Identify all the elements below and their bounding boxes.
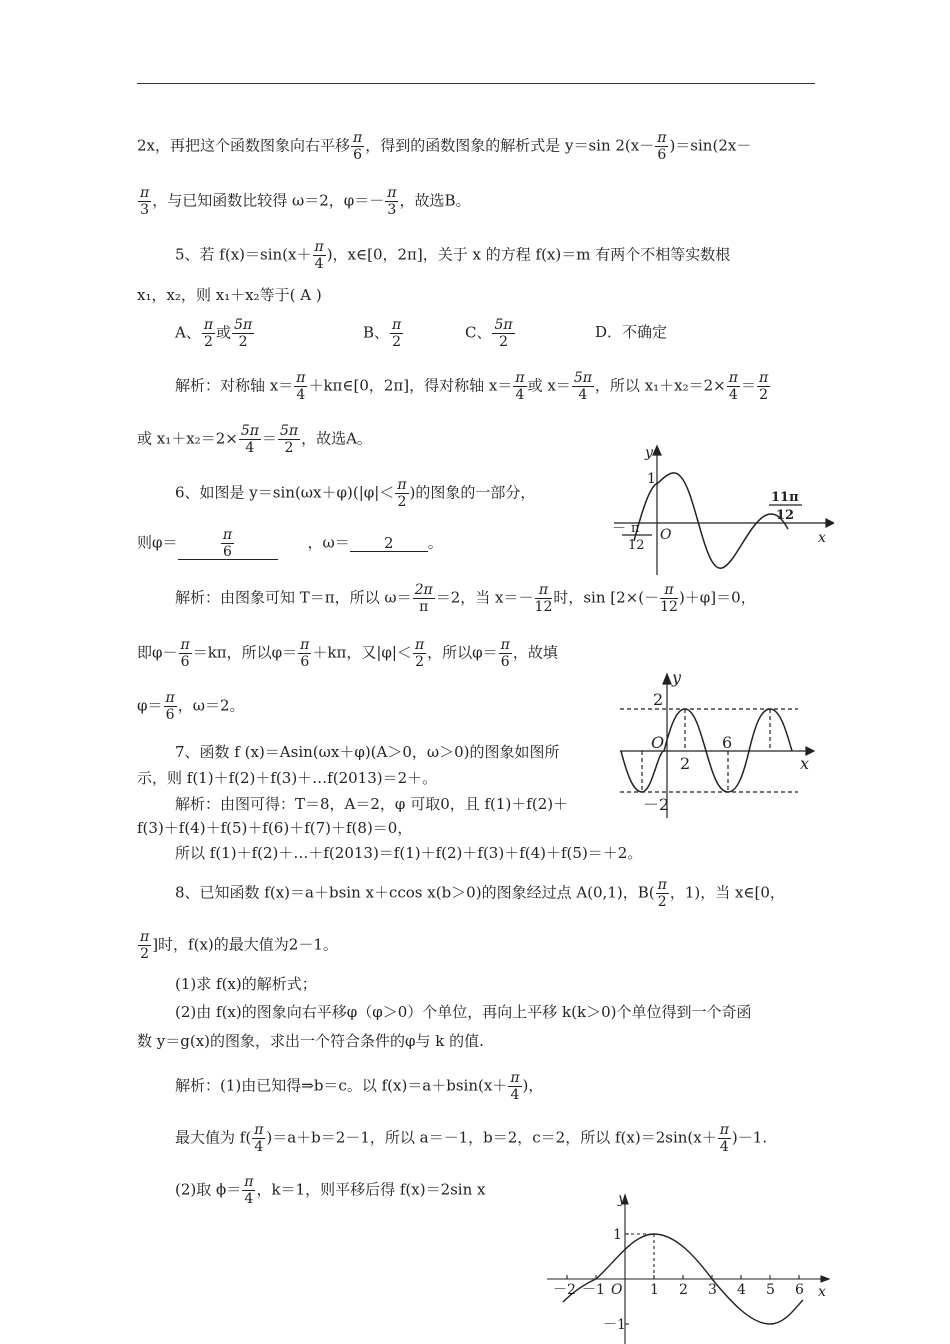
tick-label-4: 4	[737, 1282, 746, 1298]
text: φ＝	[137, 696, 163, 715]
y-axis-arrow	[663, 674, 671, 684]
text: )的图象的一部分，	[409, 483, 536, 502]
tick-label-5: 5	[766, 1282, 775, 1298]
q8-part-2: (2)由 f(x)的图象向右平移φ（φ＞0）个单位，再向上平移 k(k＞0)个单位得到一个奇函	[175, 1003, 752, 1021]
text	[413, 638, 426, 669]
twelve-label-1: 12	[628, 538, 645, 553]
tick-label-6: 6	[795, 1282, 804, 1298]
q5-solution-1	[175, 371, 771, 402]
x-axis-arrow	[821, 1276, 829, 1282]
fraction	[351, 131, 364, 162]
text: 2x，再把这个函数图象向右平移	[137, 136, 351, 155]
text: ＋kπ，又|φ|＜	[312, 643, 412, 662]
tick-6-x: 6	[722, 733, 733, 752]
text	[660, 583, 678, 614]
text	[499, 638, 512, 669]
q8-solution-1	[175, 1071, 543, 1102]
q7-solution-2: f(3)＋f(4)＋f(5)＋f(6)＋f(7)＋f(8)＝0，	[137, 819, 413, 837]
numerator: π	[397, 477, 407, 493]
denominator: 3	[140, 202, 150, 218]
denominator: 2	[415, 654, 424, 670]
denominator: 2	[203, 334, 213, 350]
numerator: 5π	[279, 423, 299, 439]
text: 时，sin [2×(－	[553, 588, 660, 607]
denominator: 6	[500, 654, 510, 670]
denominator: 2	[140, 946, 150, 962]
text: ＝2，当 x＝－	[435, 588, 534, 607]
p4-line-1	[137, 131, 751, 162]
q6-line-2	[137, 528, 443, 560]
numerator: π	[203, 317, 214, 333]
text	[390, 318, 403, 349]
y-label: y	[672, 668, 682, 687]
q7-solution-1: 解析：由图可得：T＝8，A＝2，φ 可取0，且 f(1)＋f(2)＋	[175, 795, 569, 813]
fraction	[313, 240, 326, 271]
text	[138, 930, 151, 961]
q7-line-1: 7、函数 f (x)＝Asin(ωx＋φ)(A＞0，ω＞0)的图象如图所	[175, 743, 560, 761]
text	[221, 528, 234, 559]
q8-line-2	[137, 930, 338, 961]
q5-line-1	[175, 240, 730, 271]
text: ，k＝1，则平移后得 f(x)＝2sin x	[256, 1180, 486, 1199]
numerator: 5π	[234, 317, 253, 333]
text: 5、若 f(x)＝sin(x＋	[175, 245, 312, 264]
tick-1: 1	[647, 471, 656, 487]
q6-solution-3	[137, 691, 245, 722]
text: ，故选B。	[399, 191, 471, 210]
text: ，与已知函数比较得 ω＝2，φ＝－	[152, 191, 385, 210]
text	[202, 318, 215, 349]
answer-omega: 2	[350, 536, 428, 552]
text: ，所以φ＝	[427, 643, 498, 662]
text	[395, 478, 408, 509]
origin-label: O	[611, 1282, 623, 1298]
text	[508, 1071, 521, 1102]
text: 即φ－	[137, 643, 178, 662]
numerator: π	[387, 185, 397, 201]
numerator: π	[353, 130, 363, 146]
tick-label-y1: 1	[613, 1227, 622, 1243]
x-axis-arrow	[826, 519, 834, 527]
q8-part-1: (1)求 f(x)的解析式；	[175, 975, 317, 993]
text: 或 x₁＋x₂＝2×	[137, 429, 238, 448]
q5-solution-2	[137, 424, 372, 455]
twelve-label-2: 12	[776, 508, 795, 523]
numerator: π	[515, 370, 525, 386]
text	[757, 371, 770, 402]
denominator: 6	[657, 147, 667, 163]
q7-solution-3: 所以 f(1)＋f(2)＋…＋f(2013)＝f(1)＋f(2)＋f(3)＋f(4)＋f(5)＝＋2。	[175, 844, 643, 862]
denominator: 2	[759, 387, 769, 403]
text: )，	[522, 1076, 544, 1095]
q8-solution-3	[175, 1175, 486, 1206]
text: ，所以 x₁＋x₂＝2×	[594, 376, 726, 395]
denominator: 4	[245, 440, 255, 456]
eleven-pi-label: 11π	[771, 490, 799, 505]
text: 解析：对称轴 x＝	[175, 376, 294, 395]
text: )，x∈[0，2π]，关于 x 的方程 f(x)＝m 有两个不相等实数根	[326, 245, 731, 264]
text: ＋kπ∈[0，2π]，得对称轴 x＝	[308, 376, 513, 395]
numerator: π	[657, 877, 667, 893]
text: ，1)，当 x∈[0，	[669, 883, 785, 902]
denominator: 2	[238, 334, 248, 350]
text	[232, 318, 254, 349]
tick-label-3: 3	[708, 1282, 717, 1298]
q6-solution-2	[137, 638, 558, 669]
denominator: 4	[314, 256, 324, 272]
text: ]时，f(x)的最大值为2－1。	[152, 935, 338, 954]
text: )＋φ]＝0，	[678, 588, 756, 607]
tick-label-m2: －2	[553, 1282, 576, 1298]
text: 6、如图是 y＝sin(ωx＋φ)(|φ|＜	[175, 483, 395, 502]
y-label: y	[645, 445, 653, 461]
text: A、	[175, 323, 201, 342]
denominator: 2	[657, 894, 667, 910]
origin-label: O	[651, 733, 665, 752]
text	[278, 424, 300, 455]
denominator: 4	[510, 1087, 520, 1103]
numerator: π	[222, 527, 233, 543]
numerator: π	[510, 1070, 520, 1086]
numerator: π	[254, 1122, 264, 1138]
text: 或 x＝	[527, 376, 571, 395]
denominator: 4	[296, 387, 306, 403]
denominator: 3	[387, 202, 397, 218]
x-label: x	[818, 530, 826, 546]
numerator: π	[244, 1174, 254, 1190]
q7-line-2: 示，则 f(1)＋f(2)＋f(3)＋…f(2013)＝2＋。	[137, 769, 438, 787]
denominator: 4	[719, 1139, 729, 1155]
numerator: π	[140, 929, 150, 945]
graph-q8	[545, 1190, 835, 1344]
q8-line-1	[175, 878, 785, 909]
text: )－1.	[731, 1128, 768, 1147]
numerator: π	[728, 370, 738, 386]
text: ，ω＝	[307, 533, 350, 552]
numerator: π	[314, 239, 324, 255]
text: ＝kπ，所以φ＝	[192, 643, 298, 662]
origin-label: O	[660, 527, 672, 543]
text	[164, 691, 177, 722]
text	[413, 583, 435, 614]
q8-solution-2	[175, 1123, 767, 1154]
text: ，得到的函数图象的解析式是 y＝sin 2(x－	[365, 136, 655, 155]
denominator: 6	[353, 147, 363, 163]
text: )＝a＋b＝2－1，所以 a＝－1，b＝2，c＝2，所以 f(x)＝2sin(x＋	[266, 1128, 717, 1147]
numerator: 2π	[414, 582, 433, 598]
text	[294, 371, 307, 402]
numerator: π	[300, 637, 310, 653]
numerator: 5π	[494, 317, 513, 333]
numerator: π	[660, 583, 678, 599]
tick-2-y: 2	[653, 690, 664, 709]
p4-line-2	[137, 186, 471, 217]
y-axis-arrow	[653, 446, 661, 455]
numerator: π	[414, 637, 425, 653]
text	[179, 638, 192, 669]
numerator: π	[180, 637, 190, 653]
denominator: 2	[499, 334, 508, 350]
y-label: y	[618, 1191, 626, 1207]
denominator: 4	[578, 387, 588, 403]
text	[656, 878, 669, 909]
tick-2-x: 2	[680, 754, 691, 773]
numerator: π	[758, 370, 769, 386]
text: ，ω＝2。	[177, 696, 245, 715]
text	[298, 638, 311, 669]
q6-solution-1	[175, 583, 756, 614]
q5-option-d: D．不确定	[595, 323, 668, 341]
text	[727, 371, 740, 402]
text: 则φ＝	[137, 533, 178, 552]
denominator: 12	[534, 599, 553, 615]
neg-sign: －	[612, 521, 626, 537]
denominator: 4	[515, 387, 525, 403]
fraction	[138, 186, 151, 217]
text: ，故选A。	[301, 429, 372, 448]
text: 最大值为 f(	[175, 1128, 252, 1147]
neg-pi-label: π	[631, 521, 640, 536]
graph-q6	[612, 443, 834, 578]
x-label: x	[800, 754, 810, 773]
text: ，故填	[512, 643, 558, 662]
text	[718, 1123, 731, 1154]
tick-label-1: 1	[650, 1282, 659, 1298]
tick-neg2-y: －2	[643, 795, 670, 814]
text	[242, 1175, 255, 1206]
text	[178, 528, 278, 560]
numerator: π	[500, 637, 510, 653]
text: 8、已知函数 f(x)＝a＋bsin x＋ccos x(b＞0)的图象经过点 A(0,1)，B(	[175, 883, 655, 902]
text: )＝sin(2x－	[669, 136, 752, 155]
denominator: 2	[397, 494, 407, 510]
numerator: π	[296, 370, 306, 386]
text: C、	[465, 323, 492, 342]
graph-q7	[618, 668, 818, 820]
x-label: x	[818, 1284, 826, 1300]
q5-option-b	[363, 318, 404, 349]
tick-label-ym1: －1	[603, 1317, 626, 1333]
fraction	[655, 131, 668, 162]
tick-label-2: 2	[679, 1282, 688, 1298]
denominator: 6	[180, 654, 190, 670]
numerator: π	[165, 690, 175, 706]
q6-line-1	[175, 478, 535, 509]
text: 解析：由图象可知 T＝π，所以 ω＝	[175, 588, 412, 607]
denominator: 4	[244, 1191, 254, 1207]
text: B、	[363, 323, 390, 342]
text: ＝	[740, 376, 756, 395]
tick-label-m1: －1	[582, 1282, 605, 1298]
text: (2)取 ϕ＝	[175, 1180, 242, 1199]
fraction	[385, 186, 398, 217]
text: 。	[427, 533, 443, 552]
text	[513, 371, 526, 402]
q5-option-a	[175, 318, 255, 349]
q5-line-2: x₁，x₂，则 x₁＋x₂等于( A )	[137, 286, 322, 304]
denominator: 6	[223, 544, 232, 560]
text	[535, 583, 553, 614]
text: 或	[216, 323, 232, 342]
numerator: π	[140, 185, 150, 201]
q5-option-c	[465, 318, 516, 349]
denominator: π	[419, 599, 429, 615]
text	[239, 424, 261, 455]
numerator: π	[392, 317, 402, 333]
denominator: 12	[660, 599, 678, 615]
text	[252, 1123, 265, 1154]
numerator: 5π	[573, 370, 592, 386]
denominator: 6	[165, 707, 175, 723]
q8-part-3: 数 y＝g(x)的图象，求出一个符合条件的φ与 k 的值.	[137, 1032, 484, 1050]
text	[492, 318, 514, 349]
text	[572, 371, 594, 402]
numerator: 5π	[240, 423, 259, 439]
denominator: 4	[254, 1139, 264, 1155]
denominator: 4	[728, 387, 738, 403]
text: ＝	[261, 429, 277, 448]
denominator: 2	[284, 440, 294, 456]
denominator: 2	[392, 334, 402, 350]
numerator: π	[535, 583, 553, 599]
numerator: π	[719, 1122, 729, 1138]
text: 解析：(1)由已知得⇒b＝c。以 f(x)＝a＋bsin(x＋	[175, 1076, 508, 1095]
numerator: π	[657, 130, 667, 146]
denominator: 6	[300, 654, 310, 670]
header-rule	[137, 83, 815, 84]
